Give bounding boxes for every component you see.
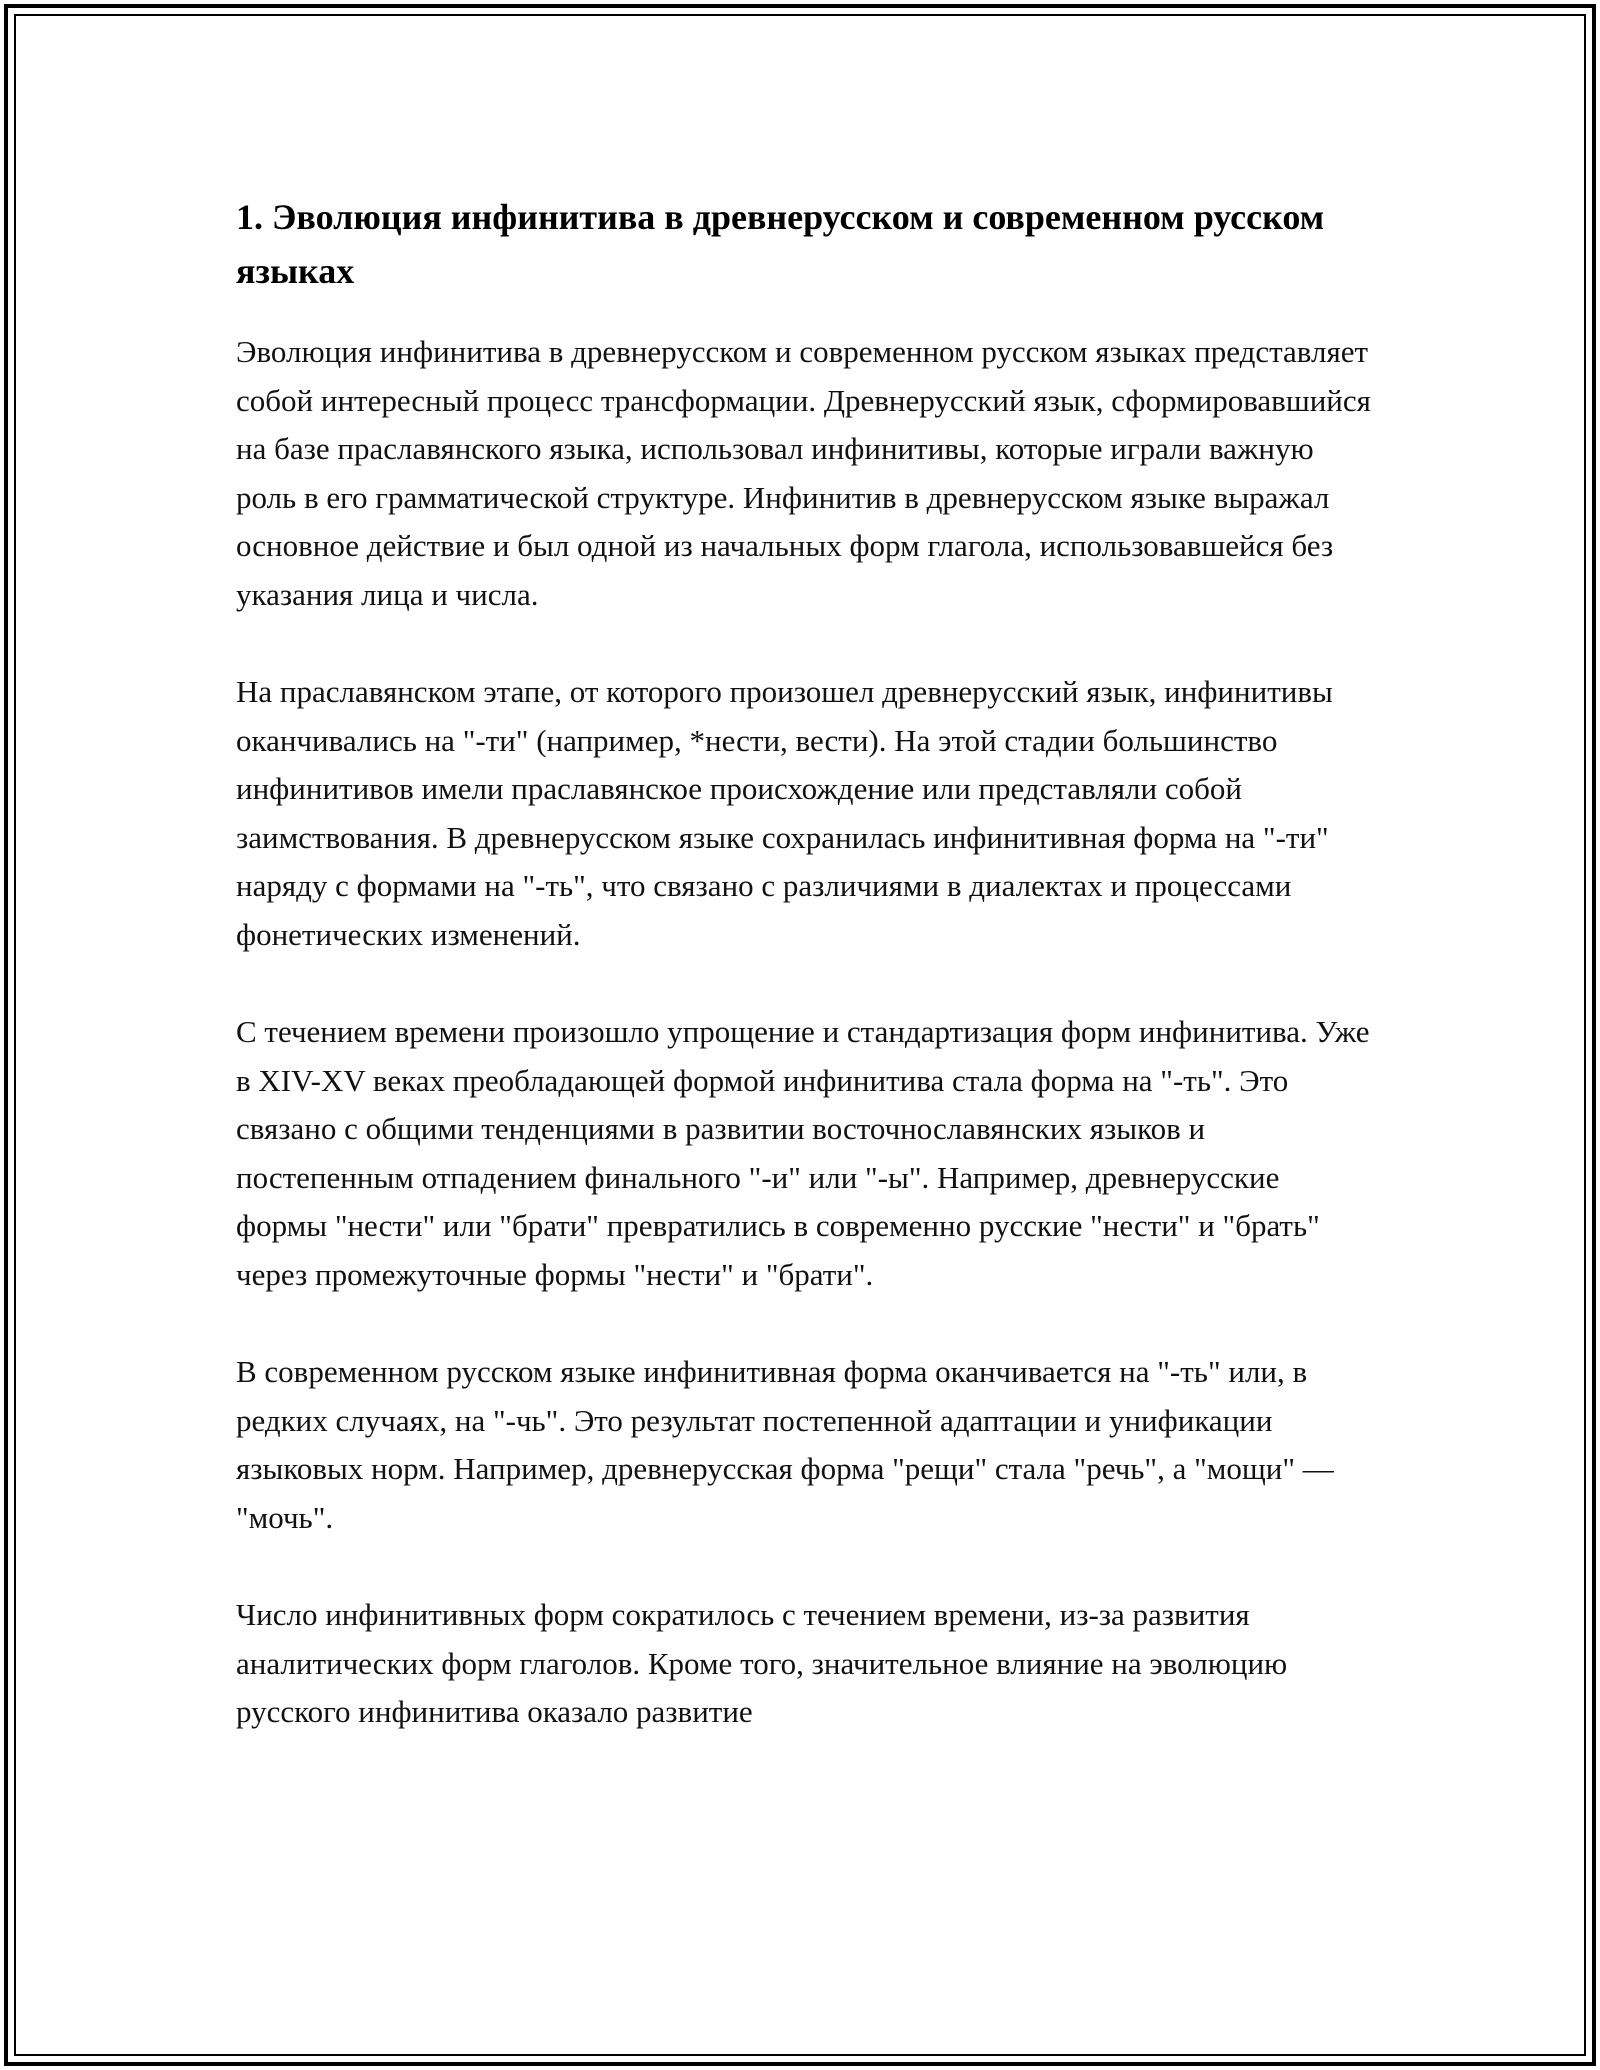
paragraph-2: На праславянском этапе, от которого произошел древнерусский язык, инфинитивы оканчивались на "-ти" (например, *нести, вести). На этой стадии большинство инфинитивов имели праславянское происхождение или представляли собой заимствования. В древнерусском языке сохранилась инфинитивная форма на "-ти" наряду с формами на "-ть", что связано с различиями в диалектах и процессами фонетических изменений. xyxy=(236,674,1333,952)
paragraph-5: Число инфинитивных форм сократилось с течением времени, из-за развития аналитических форм глаголов. Кроме того, значительное влияние на эволюцию русского инфинитива оказало развитие xyxy=(236,1597,1288,1729)
document-body xyxy=(236,190,1376,1786)
paragraph-4: В современном русском языке инфинитивная форма оканчивается на "-ть" или, в редких случаях, на "-чь". Это результат постепенной адаптации и унификации языковых норм. Например, древнерусская форма "рещи" стала "речь", а "мощи" — "мочь". xyxy=(236,1354,1334,1535)
paragraph-1: Эволюция инфинитива в древнерусском и современном русском языках представляет собой интересный процесс трансформации. Древнерусский язык, сформировавшийся на базе праславянского языка, использовал инфинитивы, которые играли важную роль в его грамматической структуре. Инфинитив в древнерусском языке выражал основное действие и был одной из начальных форм глагола, использовавшейся без указания лица и числа. xyxy=(236,334,1371,612)
section-heading: 1. Эволюция инфинитива в древнерусском и современном русском языках xyxy=(236,197,1325,291)
paragraph-3: С течением времени произошло упрощение и стандартизация форм инфинитива. Уже в XIV-XV веках преобладающей формой инфинитива стала форма на "-ть". Это связано с общими тенденциями в развитии восточнославянских языков и постепенным отпадением финального "-и" или "-ы". Например, древнерусские формы "нести" или "брати" превратились в современно русские "нести" и "брать" через промежуточные формы "нести" и "брати". xyxy=(236,1014,1370,1292)
